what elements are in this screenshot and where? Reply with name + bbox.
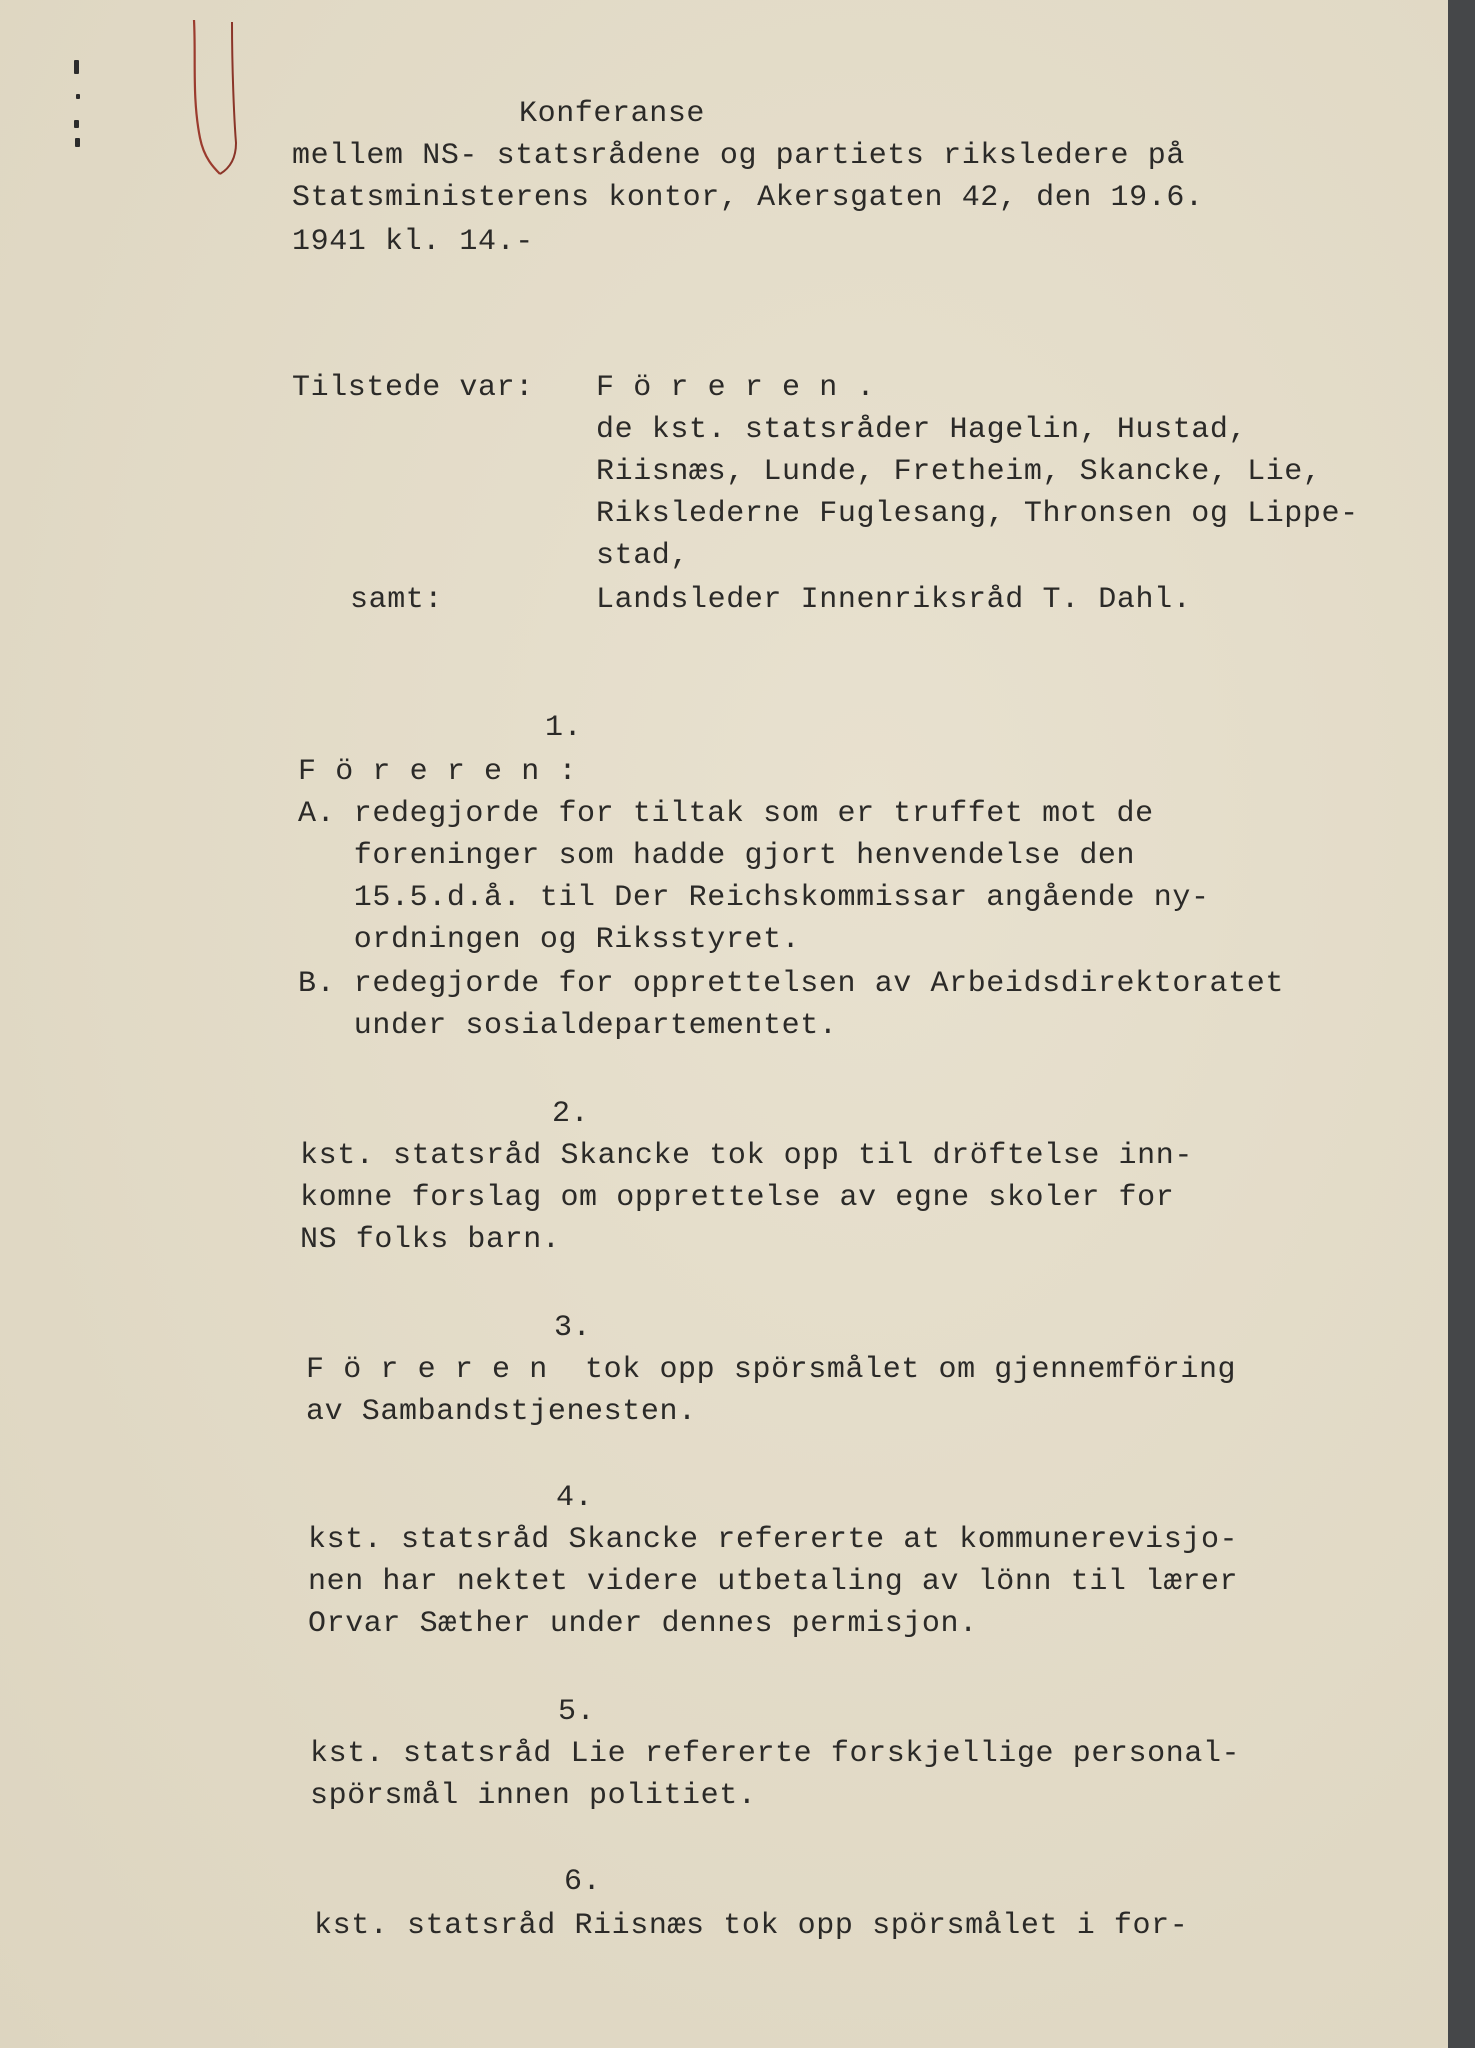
also-label: samt: [350,583,444,617]
also-line: Landsleder Innenriksråd T. Dahl. [596,583,1192,617]
item-number-5: 5. [558,1695,596,1729]
scan-background-edge [1448,0,1475,2048]
item-4-line-2: nen har nektet videre utbetaling av lönn til lærer [308,1565,1239,1599]
present-line-2: de kst. statsråder Hagelin, Hustad, [596,413,1248,447]
present-line-1: F ö r e r e n . [596,371,876,405]
present-line-3: Riisnæs, Lunde, Fretheim, Skancke, Lie, [596,455,1322,489]
header-line-3: 1941 kl. 14.- [292,225,534,259]
item-2-line-2: komne forslag om opprettelse av egne skoler for [300,1181,1175,1215]
item-number-3: 3. [554,1311,592,1345]
red-pencil-mark [186,18,246,178]
item-3-line-1: F ö r e r e n tok opp spörsmålet om gjennemföring [306,1353,1237,1387]
item-number-2: 2. [552,1097,590,1131]
item-4-line-1: kst. statsråd Skancke refererte at kommunerevisjo- [308,1523,1239,1557]
document-title: Konferanse [519,97,706,131]
item-1-line-2: A. redegjorde for tiltak som er truffet mot de [298,797,1154,831]
present-line-4: Rikslederne Fuglesang, Thronsen og Lippe- [596,497,1359,531]
item-number-4: 4. [556,1481,594,1515]
present-line-5: stad, [596,539,690,573]
item-1-line-6: B. redegjorde for opprettelsen av Arbeidsdirektoratet [298,967,1284,1001]
present-label: Tilstede var: [292,371,534,405]
item-5-line-2: spörsmål innen politiet. [310,1779,757,1813]
item-number-1: 1. [545,711,583,745]
item-1-line-7: under sosialdepartementet. [298,1009,838,1043]
item-1-line-4: 15.5.d.å. til Der Reichskommissar angående ny- [298,881,1210,915]
header-line-2: Statsministerens kontor, Akersgaten 42, den 19.6. [292,181,1204,215]
header-line-1: mellem NS- statsrådene og partiets riksledere på [292,139,1185,173]
item-6-line-1: kst. statsråd Riisnæs tok opp spörsmålet i for- [314,1909,1189,1943]
item-2-line-3: NS folks barn. [300,1223,561,1257]
item-4-line-3: Orvar Sæther under dennes permisjon. [308,1607,978,1641]
item-1-line-1: F ö r e r e n : [298,755,578,789]
item-1-line-3: foreninger som hadde gjort henvendelse den [298,839,1136,873]
item-2-line-1: kst. statsråd Skancke tok opp til dröftelse inn- [300,1139,1193,1173]
item-1-line-5: ordningen og Riksstyret. [298,923,801,957]
item-5-line-1: kst. statsråd Lie refererte forskjellige personal- [310,1737,1241,1771]
item-3-line-2: av Sambandstjenesten. [306,1395,697,1429]
item-number-6: 6. [564,1865,602,1899]
